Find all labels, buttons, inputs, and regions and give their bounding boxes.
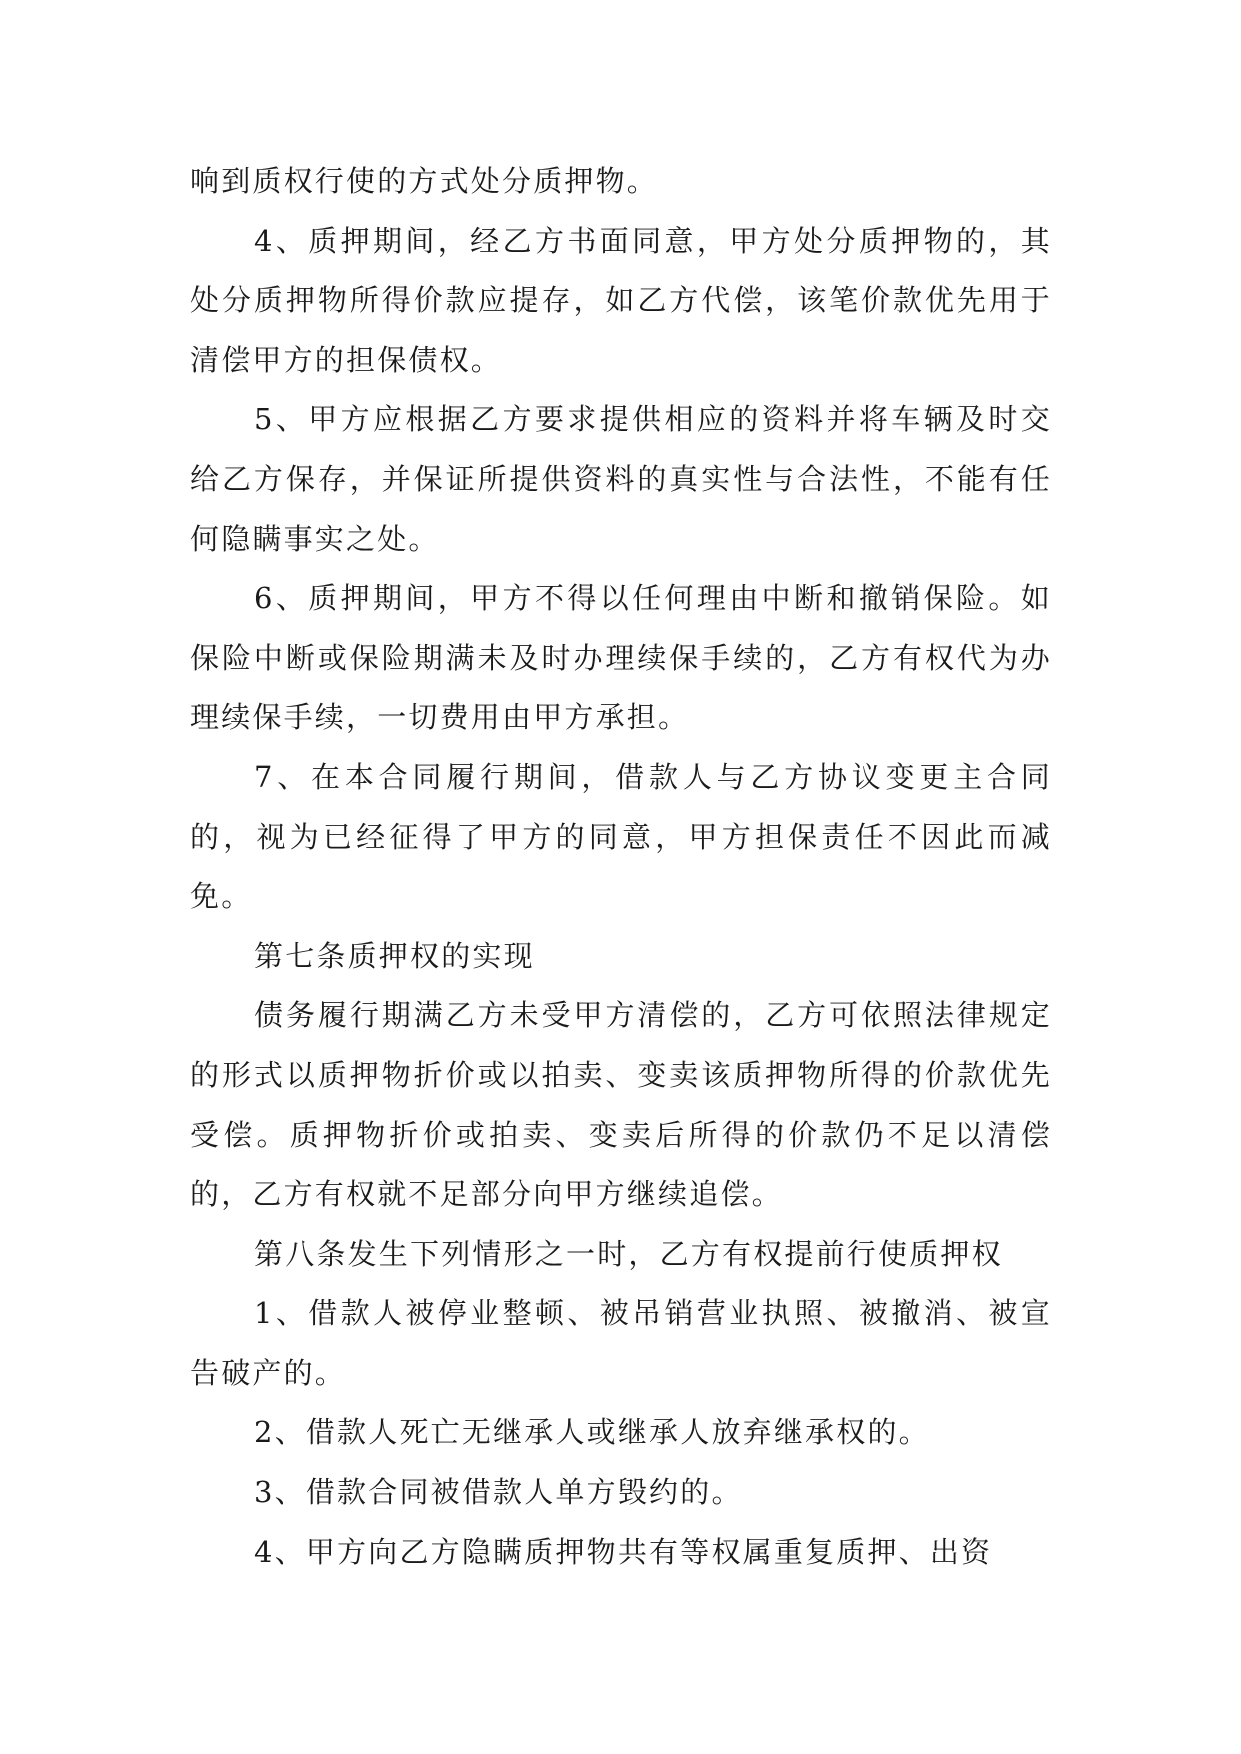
list-item: 3、借款合同被借款人单方毁约的。: [254, 1475, 743, 1510]
section-heading: 第七条质押权的实现: [254, 938, 535, 973]
paragraph: 7、在本合同履行期间，借款人与乙方协议变更主合同的，视为已经征得了甲方的同意，甲方担保责任不因此而减免。: [190, 759, 1052, 914]
paragraph: 6、质押期间，甲方不得以任何理由中断和撤销保险。如保险中断或保险期满未及时办理续保手续的，乙方有权代为办理续保手续，一切费用由甲方承担。: [190, 581, 1052, 735]
list-item: 1、借款人被停业整顿、被吊销营业执照、被撤消、被宣告破产的。: [190, 1296, 1052, 1390]
document-body: [190, 152, 1052, 1582]
list-item: 4、甲方向乙方隐瞒质押物共有等权属重复质押、出资: [254, 1534, 993, 1569]
paragraph: 债务履行期满乙方未受甲方清偿的，乙方可依照法律规定的形式以质押物折价或以拍卖、变卖该质押物所得的价款优先受偿。质押物折价或拍卖、变卖后所得的价款仍不足以清偿的，乙方有权就不足部分向甲方继续追偿。: [190, 998, 1052, 1212]
paragraph: 5、甲方应根据乙方要求提供相应的资料并将车辆及时交给乙方保存，并保证所提供资料的真实性与合法性，不能有任何隐瞒事实之处。: [190, 402, 1052, 556]
paragraph: 4、质押期间，经乙方书面同意，甲方处分质押物的，其处分质押物所得价款应提存，如乙方代偿，该笔价款优先用于清偿甲方的担保债权。: [190, 223, 1052, 377]
paragraph: 响到质权行使的方式处分质押物。: [190, 164, 659, 198]
list-item: 2、借款人死亡无继承人或继承人放弃继承权的。: [254, 1415, 930, 1450]
section-heading: 第八条发生下列情形之一时，乙方有权提前行使质押权: [254, 1236, 1003, 1271]
